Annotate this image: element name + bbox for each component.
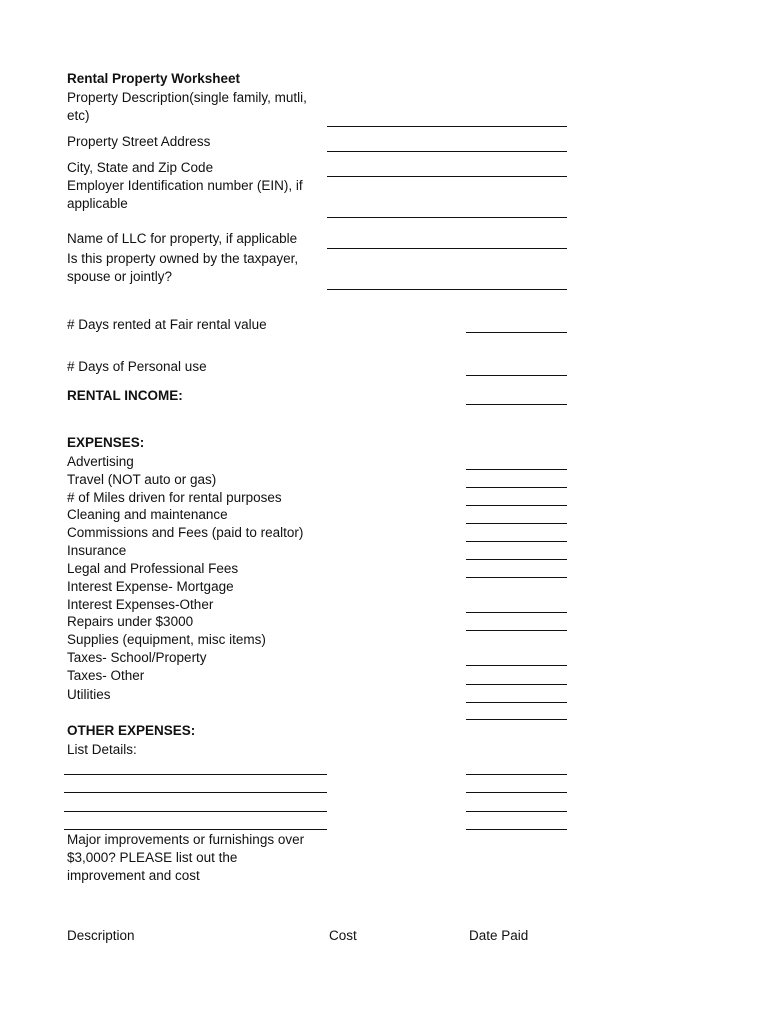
expense-amount-field[interactable]	[466, 523, 567, 524]
ownership-label-line1: Is this property owned by the taxpayer,	[67, 251, 299, 266]
expense-amount-field[interactable]	[466, 577, 567, 578]
list-details-label: List Details:	[67, 742, 137, 757]
city-state-zip-label: City, State and Zip Code	[67, 160, 214, 175]
expense-amount-field[interactable]	[466, 665, 567, 666]
column-header-cost: Cost	[329, 928, 357, 943]
expense-amount-field[interactable]	[466, 612, 567, 613]
other-expense-detail-field[interactable]	[64, 792, 327, 793]
expense-amount-field[interactable]	[466, 702, 567, 703]
improvements-label-line1: Major improvements or furnishings over	[67, 832, 305, 847]
llc-name-label: Name of LLC for property, if applicable	[67, 231, 298, 246]
column-header-date-paid: Date Paid	[469, 928, 529, 943]
property-description-label-line2: etc)	[67, 108, 90, 123]
expense-amount-field[interactable]	[466, 541, 567, 542]
expense-amount-field[interactable]	[466, 559, 567, 560]
other-expense-amount-field[interactable]	[466, 792, 567, 793]
personal-use-days-field[interactable]	[466, 375, 567, 376]
expense-commissions-label: Commissions and Fees (paid to realtor)	[67, 525, 304, 540]
expense-supplies-label: Supplies (equipment, misc items)	[67, 632, 266, 647]
expense-cleaning-label: Cleaning and maintenance	[67, 507, 228, 522]
expense-travel-label: Travel (NOT auto or gas)	[67, 472, 217, 487]
other-expense-detail-field[interactable]	[64, 774, 327, 775]
fair-rental-days-field[interactable]	[466, 332, 567, 333]
other-expense-detail-field[interactable]	[64, 829, 327, 830]
expense-taxes-school-label: Taxes- School/Property	[67, 650, 207, 665]
other-expense-amount-field[interactable]	[466, 811, 567, 812]
other-expense-amount-field[interactable]	[466, 829, 567, 830]
expense-amount-field[interactable]	[466, 719, 567, 720]
expense-amount-field[interactable]	[466, 505, 567, 506]
personal-use-days-label: # Days of Personal use	[67, 359, 207, 374]
ein-label-line2: applicable	[67, 196, 128, 211]
expense-amount-field[interactable]	[466, 469, 567, 470]
other-expenses-heading: OTHER EXPENSES:	[67, 723, 196, 738]
expense-amount-field[interactable]	[466, 487, 567, 488]
ownership-field[interactable]	[327, 289, 567, 290]
expense-utilities-label: Utilities	[67, 687, 111, 702]
expense-legal-label: Legal and Professional Fees	[67, 561, 239, 576]
ownership-label-line2: spouse or jointly?	[67, 269, 173, 284]
ein-label-line1: Employer Identification number (EIN), if	[67, 178, 303, 193]
other-expense-amount-field[interactable]	[466, 774, 567, 775]
property-description-label-line1: Property Description(single family, mutli,	[67, 90, 307, 105]
ein-field[interactable]	[327, 217, 567, 218]
form-title: Rental Property Worksheet	[67, 71, 241, 86]
improvements-label-line3: improvement and cost	[67, 868, 200, 883]
other-expense-detail-field[interactable]	[64, 811, 327, 812]
expense-miles-label: # of Miles driven for rental purposes	[67, 490, 282, 505]
rental-income-heading: RENTAL INCOME:	[67, 388, 183, 403]
city-state-zip-field[interactable]	[327, 176, 567, 177]
expense-interest-mortgage-label: Interest Expense- Mortgage	[67, 579, 234, 594]
street-address-field[interactable]	[327, 151, 567, 152]
expense-taxes-other-label: Taxes- Other	[67, 668, 145, 683]
expense-amount-field[interactable]	[466, 630, 567, 631]
expense-insurance-label: Insurance	[67, 543, 127, 558]
rental-income-field[interactable]	[466, 404, 567, 405]
column-header-description: Description	[67, 928, 135, 943]
street-address-label: Property Street Address	[67, 134, 211, 149]
expenses-heading: EXPENSES:	[67, 435, 145, 450]
expense-interest-other-label: Interest Expenses-Other	[67, 597, 214, 612]
expense-repairs-label: Repairs under $3000	[67, 614, 194, 629]
llc-name-field[interactable]	[327, 248, 567, 249]
expense-advertising-label: Advertising	[67, 454, 134, 469]
property-description-field[interactable]	[327, 126, 567, 127]
expense-amount-field[interactable]	[466, 684, 567, 685]
improvements-label-line2: $3,000? PLEASE list out the	[67, 850, 238, 865]
fair-rental-days-label: # Days rented at Fair rental value	[67, 317, 267, 332]
